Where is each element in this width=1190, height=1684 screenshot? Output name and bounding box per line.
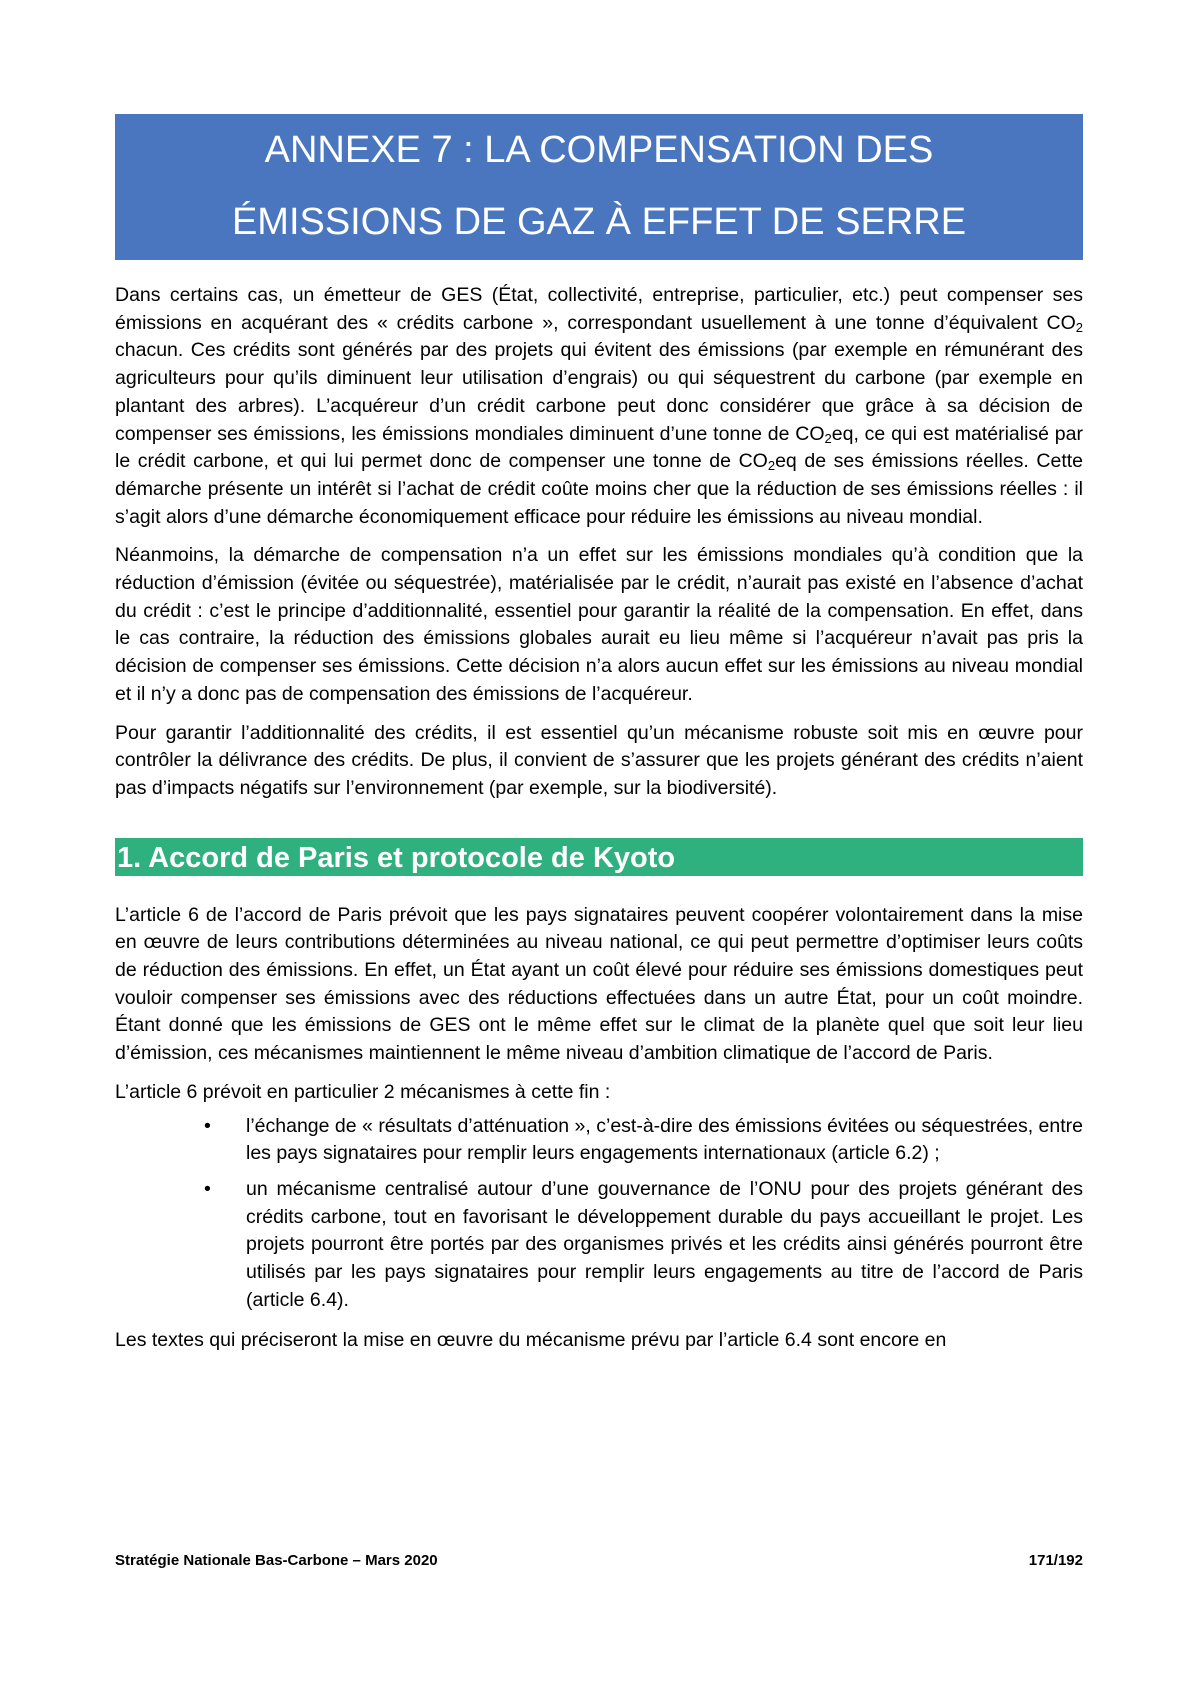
- bullet-icon: •: [204, 1114, 211, 1137]
- annex-title-banner: [115, 114, 1083, 260]
- list-item: [204, 1176, 1083, 1315]
- section-1-paragraph-1: L’article 6 de l’accord de Paris prévoit que les pays signataires peuvent coopérer volontairement dans la mise en œuvre de leurs contributions déterminées au niveau national, ce qui peut permettre d’optimiser leurs coûts de réduction des émissions. En effet, un État ayant un coût élevé pour réduire ses émissions domestiques peut vouloir compenser ses émissions avec des réductions effectuées dans un autre État, pour un coût moindre. Étant donné que les émissions de GES ont le même effet sur le climat de la planète quel que soit leur lieu d’émission, ces mécanismes maintiennent le même niveau d’ambition climatique de l’accord de Paris.: [115, 903, 1083, 1065]
- annex-title-line-2: ÉMISSIONS DE GAZ À EFFET DE SERRE: [231, 201, 967, 243]
- intro-p1-text-c: eq, ce qui est matérialisé par le crédit carbone, et qui lui permet donc de compenser une tonne de CO: [115, 422, 1083, 473]
- mechanism-list: [115, 1113, 1083, 1315]
- intro-paragraph-1: [115, 282, 1083, 531]
- intro-p1-text-b: chacun. Ces crédits sont générés par des projets qui évitent des émissions (par exemple en rémunérant des agriculteurs pour qu’ils diminuent leur utilisation d’engrais) ou qui séquestrent du carbone (par exemple en plantant des arbres). L’acquéreur d’un crédit carbone peut donc considérer que grâce à sa décision de compenser ses émissions, les émissions mondiales diminuent d’une tonne de CO: [115, 339, 1083, 445]
- intro-section: [115, 282, 1083, 803]
- footer-page-number: 171/192: [1028, 1552, 1083, 1569]
- list-item-text: un mécanisme centralisé autour d’une gouvernance de l’ONU pour des projets générant des crédits carbone, tout en favorisant le développement durable du pays accueillant le projet. Les projets pourront être portés par des organismes privés et les crédits ainsi générés pourront être utilisés par les pays signataires pour remplir leurs engagements au titre de l’accord de Paris (article 6.4).: [246, 1177, 1083, 1311]
- subscript-2: 2: [767, 458, 776, 474]
- page-footer: [115, 1552, 1083, 1569]
- section-1-paragraph-2: L’article 6 prévoit en particulier 2 mécanismes à cette fin :: [115, 1080, 611, 1103]
- intro-paragraph-2: Néanmoins, la démarche de compensation n’a un effet sur les émissions mondiales qu’à condition que la réduction d’émission (évitée ou séquestrée), matérialisée par le crédit, n’aurait pas existé en l’absence d’achat du crédit : c’est le principe d’additionnalité, essentiel pour garantir la réalité de la compensation. En effet, dans le cas contraire, la réduction des émissions globales aurait eu lieu même si l’acquéreur n’avait pas pris la décision de compenser ses émissions. Cette décision n’a alors aucun effet sur les émissions au niveau mondial et il n’y a donc pas de compensation des émissions de l’acquéreur.: [115, 544, 1083, 705]
- intro-paragraph-3: Pour garantir l’additionnalité des crédits, il est essentiel qu’un mécanisme robuste soit mis en œuvre pour contrôler la délivrance des crédits. De plus, il convient de s’assurer que les projets générant des crédits n’aient pas d’impacts négatifs sur l’environnement (par exemple, sur la biodiversité).: [115, 721, 1083, 799]
- section-heading-1: 1. Accord de Paris et protocole de Kyoto: [115, 838, 1083, 876]
- page: [115, 114, 1083, 1365]
- section-1-body: [115, 902, 1083, 1355]
- intro-p1-text-d: eq de ses émissions réelles. Cette démarche présente un intérêt si l’achat de crédit coûte moins cher que la réduction de ses émissions réelles : il s’agit alors d’une démarche économiquement efficace pour réduire les émissions au niveau mondial.: [115, 450, 1083, 528]
- list-item: [204, 1113, 1083, 1168]
- annex-title-line-1: ANNEXE 7 : LA COMPENSATION DES: [264, 129, 934, 171]
- section-1-paragraph-3: Les textes qui préciseront la mise en œuvre du mécanisme prévu par l’article 6.4 sont encore en: [115, 1328, 947, 1351]
- bullet-icon: •: [204, 1177, 211, 1200]
- intro-p1-text-a: Dans certains cas, un émetteur de GES (État, collectivité, entreprise, particulier, etc.) peut compenser ses émissions en acquérant des « crédits carbone », correspondant usuellement à une tonne d’équivalent CO: [115, 284, 1083, 334]
- list-item-text: l’échange de « résultats d’atténuation », c’est-à-dire des émissions évitées ou séquestrées, entre les pays signataires pour remplir leurs engagements internationaux (article 6.2) ;: [246, 1114, 1083, 1165]
- footer-document-title: Stratégie Nationale Bas-Carbone – Mars 2020: [115, 1552, 438, 1569]
- subscript-2: 2: [824, 430, 832, 446]
- subscript-2: 2: [1075, 319, 1083, 335]
